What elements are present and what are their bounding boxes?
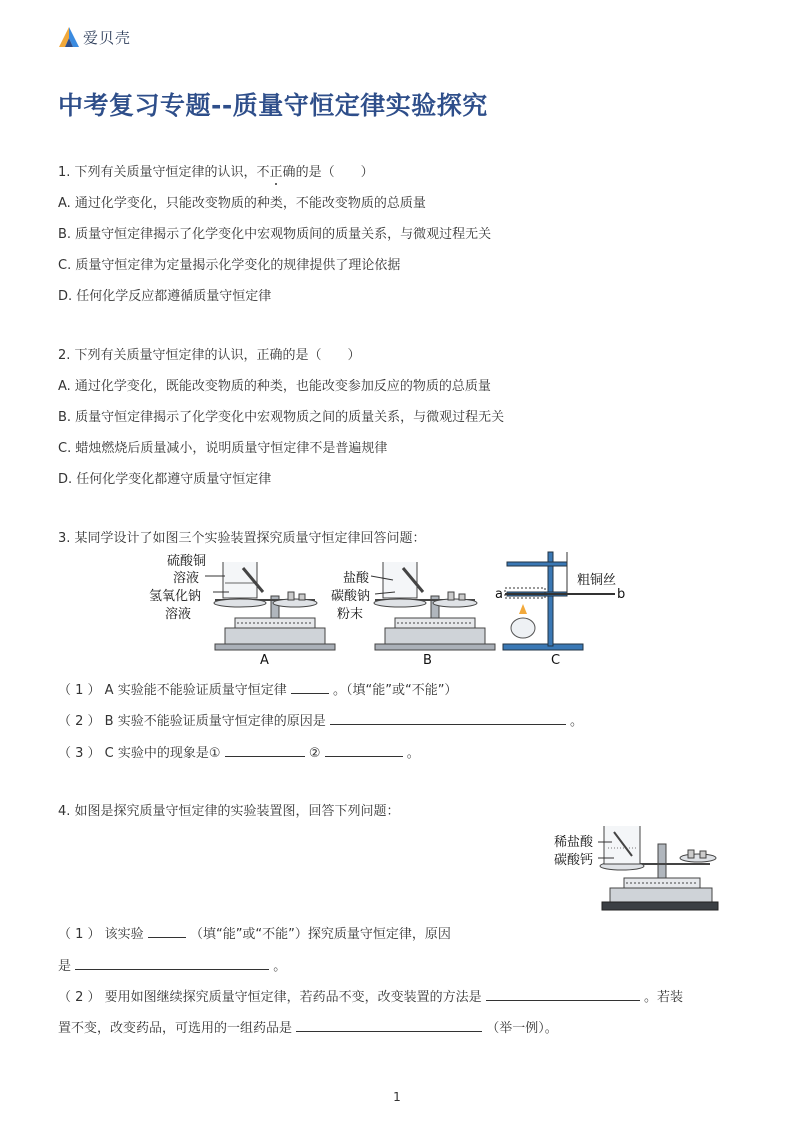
- q1-option-a: A. 通过化学变化，只能改变物质的种类，不能改变物质的总质量: [58, 196, 426, 211]
- q3-part1-text-b: 。（填“能”或“不能”）: [332, 683, 458, 698]
- q4-part1-text-b: （填“能”或“不能”）探究质量守恒定律，原因: [189, 927, 451, 942]
- q1-stem-emphasis: [257, 165, 296, 180]
- label-calcium-carbonate: 碳酸钙: [554, 853, 594, 868]
- q2-stem: 2. 下列有关质量守恒定律的认识，正确的是（ ）: [58, 348, 361, 363]
- q3-part3-text-a: （ 3 ） C 实验中的现象是①: [58, 746, 221, 761]
- q4-part2-text-c: 置不变，改变药品，可选用的一组药品是: [58, 1021, 293, 1036]
- q3-part3-answer-blank-2[interactable]: [325, 744, 403, 757]
- q4-part2-text-d: （举一例）。: [486, 1021, 558, 1036]
- iron-stand-c-diagram: [503, 552, 615, 650]
- balance-a-diagram: [205, 562, 335, 650]
- label-solution-2: 溶液: [165, 607, 192, 622]
- label-copper-wire: 粗铜丝: [577, 573, 617, 588]
- caption-a: A: [260, 653, 269, 668]
- q4-part1-continued: [58, 955, 286, 974]
- q3-part3-text-b: ②: [308, 746, 321, 761]
- label-sodium-carbonate: 碳酸钠: [331, 589, 371, 604]
- header: [58, 24, 131, 50]
- q4-part2-answer-blank-2[interactable]: [296, 1019, 482, 1032]
- q4-stem: 4. 如图是探究质量守恒定律的实验装置图，回答下列问题：: [58, 804, 400, 819]
- q2-option-d: D. 任何化学变化都遵守质量守恒定律: [58, 472, 272, 487]
- brand-name: 爱贝壳: [83, 28, 132, 47]
- balance-q4-diagram: [598, 826, 718, 910]
- q4-part1-text-c: 是: [58, 959, 72, 974]
- q3-part1: [58, 679, 457, 698]
- q4-part1: [58, 923, 451, 942]
- q1-option-c: C. 质量守恒定律为定量揭示化学变化的规律提供了理论依据: [58, 258, 401, 273]
- q4-part1-text-a: （ 1 ） 该实验: [58, 927, 144, 942]
- q3-part3-text-c: 。: [406, 746, 420, 761]
- q4-part2: [58, 986, 683, 1005]
- q1-stem-b: 的是（ ）: [295, 165, 374, 180]
- q3-part3: [58, 742, 420, 761]
- q2-option-a: A. 通过化学变化，既能改变物质的种类，也能改变参加反应的物质的总质量: [58, 379, 491, 394]
- q1-stem: [58, 161, 374, 180]
- q1-stem-a: 1. 下列有关质量守恒定律的认识，: [58, 165, 257, 180]
- q4-part1-text-d: 。: [273, 959, 287, 974]
- q1-emph-text: 不正确: [256, 165, 296, 180]
- label-end-b: b: [617, 587, 626, 602]
- label-sodium-hydroxide: 氢氧化钠: [149, 589, 202, 604]
- q3-part1-answer-blank[interactable]: [291, 681, 329, 694]
- caption-b: B: [423, 653, 432, 668]
- q4-part2-answer-blank-1[interactable]: [486, 988, 640, 1001]
- q4-part2-continued: [58, 1017, 558, 1036]
- q3-part2-text-b: 。: [570, 714, 584, 729]
- q3-part2-answer-blank[interactable]: [330, 712, 566, 725]
- label-copper-sulfate: 硫酸铜: [167, 554, 207, 569]
- label-hydrochloric-acid: 盐酸: [343, 571, 370, 586]
- page-title: 中考复习专题--质量守恒定律实验探究: [58, 91, 488, 120]
- q3-apparatus-figure: [145, 548, 645, 670]
- page-number: 1: [393, 1090, 401, 1104]
- caption-c: C: [551, 653, 561, 668]
- label-solution-1: 溶液: [173, 571, 200, 586]
- q3-part1-text-a: （ 1 ） A 实验能不能验证质量守恒定律: [58, 683, 287, 698]
- balance-b-diagram: [371, 562, 495, 650]
- label-powder: 粉末: [337, 607, 364, 622]
- q2-option-c: C. 蜡烛燃烧后质量减小，说明质量守恒定律不是普遍规律: [58, 441, 388, 456]
- label-end-a: a: [495, 587, 503, 602]
- q1-option-b: B. 质量守恒定律揭示了化学变化中宏观物质间的质量关系，与微观过程无关: [58, 227, 492, 242]
- q4-part1-answer-blank-1[interactable]: [148, 925, 186, 938]
- q3-part2: [58, 710, 583, 729]
- q1-option-d: D. 任何化学反应都遵循质量守恒定律: [58, 289, 272, 304]
- q2-option-b: B. 质量守恒定律揭示了化学变化中宏观物质之间的质量关系，与微观过程无关: [58, 410, 505, 425]
- q3-stem: 3. 某同学设计了如图三个实验装置探究质量守恒定律回答问题：: [58, 531, 426, 546]
- q4-part2-text-b: 。若装: [643, 990, 683, 1005]
- q4-part2-text-a: （ 2 ） 要用如图继续探究质量守恒定律，若药品不变，改变装置的方法是: [58, 990, 482, 1005]
- q3-part2-text-a: （ 2 ） B 实验不能验证质量守恒定律的原因是: [58, 714, 326, 729]
- q3-part3-answer-blank-1[interactable]: [225, 744, 305, 757]
- q4-apparatus-figure: [552, 822, 722, 917]
- q4-part1-answer-blank-2[interactable]: [75, 957, 269, 970]
- shell-a-logo-icon: [58, 26, 80, 48]
- label-dilute-hcl: 稀盐酸: [554, 835, 594, 850]
